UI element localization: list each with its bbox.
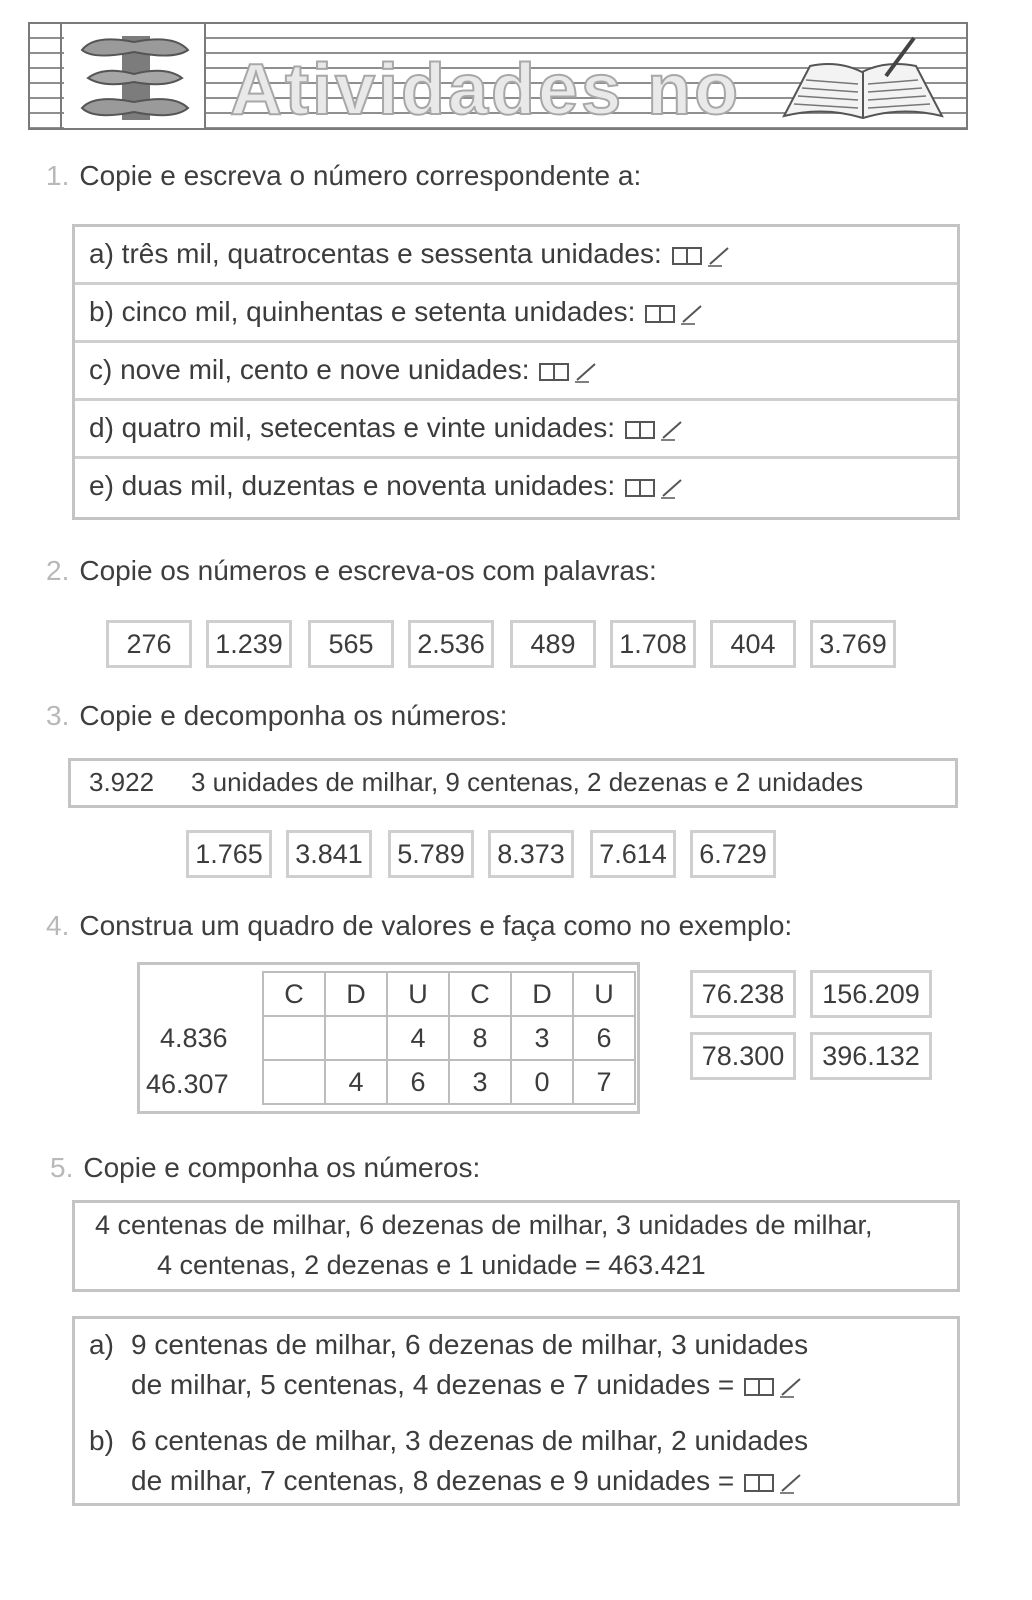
q2-number-chip: 2.536	[408, 620, 494, 668]
example-line: 4 centenas, 2 dezenas e 1 unidade = 463.421	[157, 1250, 706, 1280]
notebook-pencil-icon	[744, 1471, 806, 1495]
column-header: C	[263, 972, 325, 1016]
q3-example-box	[68, 758, 958, 808]
q5-item-b-line2	[131, 1461, 806, 1501]
q1-item-a	[75, 227, 957, 285]
question-number: 4.	[46, 910, 70, 941]
q2-number-chip: 3.769	[810, 620, 896, 668]
column-header: U	[573, 972, 635, 1016]
ribbon-scroll-icon	[74, 30, 196, 124]
item-line: de milhar, 5 centenas, 4 dezenas e 7 unidades =	[131, 1369, 735, 1400]
item-text: d) quatro mil, setecentas e vinte unidades:	[89, 412, 616, 443]
table-cell: 6	[387, 1060, 449, 1104]
notebook-pencil-icon	[625, 476, 687, 500]
table-row	[263, 1016, 635, 1060]
example-decomposition: 3 unidades de milhar, 9 centenas, 2 dezenas e 2 unidades	[191, 767, 864, 797]
question-number: 3.	[46, 700, 70, 731]
question-number: 5.	[50, 1152, 74, 1183]
banner-title: Atividades no	[230, 50, 742, 130]
q4-number-chip: 78.300	[690, 1032, 796, 1080]
table-cell: 3	[511, 1016, 573, 1060]
question-prompt: Copie os números e escreva-os com palavras:	[79, 555, 657, 586]
item-line: 9 centenas de milhar, 6 dezenas de milhar, 3 unidades	[131, 1329, 809, 1360]
item-text: b) cinco mil, quinhentas e setenta unidades:	[89, 296, 636, 327]
question-4-header	[46, 910, 792, 942]
column-header: D	[511, 972, 573, 1016]
q3-number-chip: 6.729	[690, 830, 776, 878]
example-line: 4 centenas de milhar, 6 dezenas de milhar, 3 unidades de milhar,	[95, 1210, 873, 1240]
question-prompt: Copie e componha os números:	[83, 1152, 481, 1183]
item-label: b)	[89, 1425, 114, 1456]
item-line: 6 centenas de milhar, 3 dezenas de milhar, 2 unidades	[131, 1425, 809, 1456]
table-cell	[263, 1060, 325, 1104]
q2-number-chip: 489	[510, 620, 596, 668]
question-prompt: Copie e escreva o número correspondente a:	[79, 160, 642, 191]
table-cell: 8	[449, 1016, 511, 1060]
q4-number-chip: 76.238	[690, 970, 796, 1018]
item-text: c) nove mil, cento e nove unidades:	[89, 354, 530, 385]
table-cell: 4	[325, 1060, 387, 1104]
question-5-header	[50, 1152, 480, 1184]
q4-number-chip: 396.132	[810, 1032, 932, 1080]
table-cell: 0	[511, 1060, 573, 1104]
table-cell: 4	[387, 1016, 449, 1060]
question-1-header	[46, 160, 641, 192]
q3-number-chip: 3.841	[286, 830, 372, 878]
q1-item-e	[75, 459, 957, 517]
q2-number-chip: 404	[710, 620, 796, 668]
notebook-pencil-icon	[539, 360, 601, 384]
table-cell: 3	[449, 1060, 511, 1104]
column-header: U	[387, 972, 449, 1016]
q2-number-chip: 1.708	[610, 620, 696, 668]
table-cell: 7	[573, 1060, 635, 1104]
item-text: e) duas mil, duzentas e noventa unidades:	[89, 470, 616, 501]
notebook-pencil-icon	[672, 244, 734, 268]
table-row-label: 46.307	[146, 1069, 229, 1099]
table-row-label: 4.836	[160, 1023, 228, 1053]
q5-example-box	[72, 1200, 960, 1292]
q1-items-box	[72, 224, 960, 520]
item-line: de milhar, 7 centenas, 8 dezenas e 9 unidades =	[131, 1465, 735, 1496]
banner-logo-panel	[64, 24, 206, 128]
example-number: 3.922	[89, 767, 155, 797]
q5-items-box	[72, 1316, 960, 1506]
q2-number-chip: 565	[308, 620, 394, 668]
value-grid	[262, 971, 636, 1105]
q3-number-chip: 8.373	[488, 830, 574, 878]
question-prompt: Construa um quadro de valores e faça como no exemplo:	[79, 910, 793, 941]
place-value-table	[137, 962, 640, 1114]
q2-number-chip: 276	[106, 620, 192, 668]
q3-number-chip: 5.789	[388, 830, 474, 878]
item-text: a) três mil, quatrocentas e sessenta unidades:	[89, 238, 662, 269]
table-row	[263, 1060, 635, 1104]
q1-item-d	[75, 401, 957, 459]
question-number: 1.	[46, 160, 70, 191]
q1-item-c	[75, 343, 957, 401]
question-2-header	[46, 555, 657, 587]
notebook-pencil-icon	[625, 418, 687, 442]
question-prompt: Copie e decomponha os números:	[79, 700, 508, 731]
q3-number-chip: 1.765	[186, 830, 272, 878]
banner-stripe-panel	[30, 24, 62, 128]
table-cell: 6	[573, 1016, 635, 1060]
q4-number-chip: 156.209	[810, 970, 932, 1018]
q5-item-a-line2	[131, 1365, 806, 1405]
q2-number-chip: 1.239	[206, 620, 292, 668]
open-book-icon	[778, 32, 948, 124]
notebook-pencil-icon	[645, 302, 707, 326]
table-header-row	[263, 972, 635, 1016]
column-header: C	[449, 972, 511, 1016]
column-header: D	[325, 972, 387, 1016]
q1-item-b	[75, 285, 957, 343]
header-banner	[28, 22, 968, 130]
notebook-pencil-icon	[744, 1375, 806, 1399]
table-cell	[263, 1016, 325, 1060]
table-cell	[325, 1016, 387, 1060]
q3-number-chip: 7.614	[590, 830, 676, 878]
item-label: a)	[89, 1329, 114, 1360]
question-number: 2.	[46, 555, 70, 586]
question-3-header	[46, 700, 507, 732]
